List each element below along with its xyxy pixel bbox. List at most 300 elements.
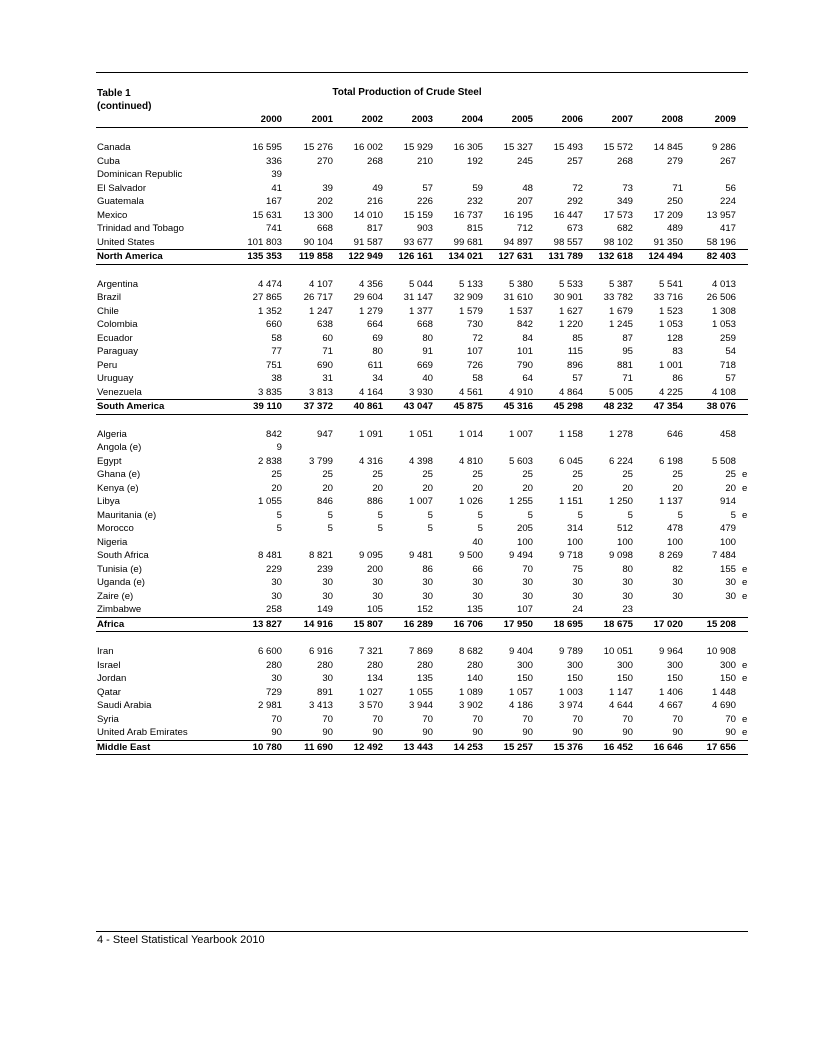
value-cell xyxy=(288,168,339,182)
value-cell: 15 159 xyxy=(403,209,433,221)
total-value: 82 403 xyxy=(689,250,742,265)
value-cell: 718 xyxy=(719,359,736,371)
value-cell: 80 xyxy=(372,346,383,357)
value-cell: 72 xyxy=(572,182,583,194)
country-name: Ecuador xyxy=(97,332,133,344)
header-spacer xyxy=(96,112,236,128)
value-cell: 4 108 xyxy=(711,386,736,398)
value-cell: 9 095 xyxy=(358,550,383,561)
value-cell: 30 xyxy=(522,590,533,602)
section-gap xyxy=(96,414,748,428)
value-cell: 5 541 xyxy=(658,278,683,290)
value-cell: 48 xyxy=(522,182,533,194)
value-cell: 30 xyxy=(725,590,736,602)
value-cell: 30 xyxy=(672,590,683,602)
value-cell: 13 957 xyxy=(706,209,736,221)
year-header: 2008 xyxy=(639,112,689,128)
country-name: South Africa xyxy=(97,550,149,561)
value-cell: 7 869 xyxy=(408,646,433,657)
country-name: Paraguay xyxy=(97,346,139,357)
table-row xyxy=(96,441,748,455)
value-cell: 258 xyxy=(265,604,282,615)
value-cell: 149 xyxy=(316,604,333,615)
country-name: Venezuela xyxy=(97,386,142,398)
country-name: Mauritania (e) xyxy=(97,509,157,521)
value-cell: 5 xyxy=(477,523,483,534)
value-cell: 15 493 xyxy=(553,142,583,153)
value-cell: 71 xyxy=(322,346,333,357)
value-cell: 91 587 xyxy=(353,236,383,248)
value-cell: 4 667 xyxy=(658,700,683,711)
value-cell: 250 xyxy=(666,196,683,207)
year-header: 2009 xyxy=(689,112,742,128)
country-name: Uruguay xyxy=(97,373,134,384)
value-cell: 40 xyxy=(472,536,483,548)
table-row xyxy=(96,222,748,236)
country-name: United States xyxy=(97,236,155,248)
value-cell: 16 737 xyxy=(453,209,483,221)
value-cell: 20 xyxy=(572,482,583,494)
value-cell: 6 198 xyxy=(658,455,683,467)
value-cell xyxy=(489,168,539,182)
year-header: 2000 xyxy=(236,112,288,128)
value-cell: 90 xyxy=(622,727,633,738)
value-cell: 94 897 xyxy=(503,236,533,248)
country-name: Guatemala xyxy=(97,196,144,207)
year-header: 2006 xyxy=(539,112,589,128)
value-cell: 41 xyxy=(271,182,282,194)
estimate-flag xyxy=(742,549,748,563)
value-cell: 815 xyxy=(466,223,483,234)
value-cell: 712 xyxy=(516,223,533,234)
value-cell: 292 xyxy=(566,196,583,207)
value-cell: 150 xyxy=(516,673,533,684)
value-cell: 71 xyxy=(622,373,633,384)
estimate-flag: e xyxy=(742,713,748,725)
estimate-flag xyxy=(742,428,748,442)
value-cell: 279 xyxy=(666,155,683,167)
estimate-flag xyxy=(742,372,748,386)
value-cell: 336 xyxy=(265,155,282,167)
gap-cell xyxy=(96,632,748,646)
value-cell: 107 xyxy=(466,346,483,357)
value-cell: 39 xyxy=(271,169,282,180)
value-cell: 25 xyxy=(271,469,282,480)
value-cell xyxy=(339,536,389,550)
country-name: Zimbabwe xyxy=(97,604,142,615)
value-cell: 5 xyxy=(427,523,433,534)
value-cell: 458 xyxy=(719,428,736,440)
table-row xyxy=(96,468,748,482)
value-cell: 1 406 xyxy=(658,686,683,698)
value-cell: 25 xyxy=(572,469,583,480)
value-cell: 150 xyxy=(719,673,736,684)
value-cell: 58 xyxy=(271,332,282,344)
value-cell: 4 164 xyxy=(358,386,383,398)
value-cell: 70 xyxy=(472,713,483,725)
value-cell: 226 xyxy=(416,196,433,207)
estimate-flag xyxy=(742,318,748,332)
value-cell: 914 xyxy=(719,496,736,507)
value-cell: 27 865 xyxy=(252,292,282,303)
total-value: 17 656 xyxy=(689,740,742,755)
estimate-flag xyxy=(742,603,748,617)
value-cell: 30 xyxy=(322,673,333,684)
table-row xyxy=(96,603,748,617)
estimate-flag xyxy=(742,305,748,319)
table-row xyxy=(96,195,748,209)
value-cell xyxy=(288,441,339,455)
table-row xyxy=(96,372,748,386)
table-row xyxy=(96,549,748,563)
value-cell: 73 xyxy=(622,182,633,194)
value-cell: 105 xyxy=(366,604,383,615)
table-row xyxy=(96,141,748,155)
value-cell: 100 xyxy=(616,536,633,548)
estimate-flag: e xyxy=(742,482,748,494)
value-cell: 3 974 xyxy=(558,700,583,711)
value-cell: 70 xyxy=(672,713,683,725)
value-cell: 9 964 xyxy=(658,646,683,657)
value-cell: 25 xyxy=(672,469,683,480)
value-cell: 6 045 xyxy=(558,455,583,467)
value-cell: 886 xyxy=(366,496,383,507)
value-cell: 30 xyxy=(271,577,282,588)
table-row xyxy=(96,522,748,536)
estimate-flag xyxy=(742,291,748,305)
value-cell: 842 xyxy=(265,428,282,440)
value-cell: 17 573 xyxy=(603,209,633,221)
value-cell: 2 838 xyxy=(257,455,282,467)
value-cell: 9 xyxy=(276,442,282,453)
value-cell: 9 481 xyxy=(408,550,433,561)
value-cell: 1 627 xyxy=(558,305,583,317)
value-cell: 9 718 xyxy=(558,550,583,561)
value-cell: 57 xyxy=(572,373,583,384)
total-value: 39 110 xyxy=(236,400,288,415)
value-cell: 90 xyxy=(472,727,483,738)
value-cell: 31 147 xyxy=(403,292,433,303)
value-cell: 150 xyxy=(666,673,683,684)
value-cell: 9 789 xyxy=(558,646,583,657)
value-cell: 71 xyxy=(672,182,683,194)
value-cell: 1 001 xyxy=(658,359,683,371)
value-cell: 25 xyxy=(472,469,483,480)
value-cell: 38 xyxy=(271,373,282,384)
value-cell: 8 821 xyxy=(308,550,333,561)
value-cell: 15 631 xyxy=(252,209,282,221)
value-cell: 25 xyxy=(725,469,736,480)
value-cell: 80 xyxy=(622,563,633,575)
value-cell: 3 813 xyxy=(308,386,333,398)
value-cell xyxy=(539,441,589,455)
value-cell: 128 xyxy=(666,332,683,344)
value-cell xyxy=(639,168,689,182)
value-cell: 1 053 xyxy=(658,319,683,330)
value-cell xyxy=(389,536,439,550)
value-cell: 280 xyxy=(265,659,282,671)
value-cell: 30 xyxy=(522,577,533,588)
value-cell: 842 xyxy=(516,319,533,330)
value-cell: 891 xyxy=(316,686,333,698)
value-cell: 5 005 xyxy=(608,386,633,398)
value-cell: 1 245 xyxy=(608,319,633,330)
value-cell: 90 xyxy=(322,727,333,738)
value-cell: 58 196 xyxy=(706,236,736,248)
header-flag-spacer xyxy=(742,112,748,128)
estimate-flag xyxy=(742,278,748,292)
value-cell: 5 xyxy=(276,509,282,521)
value-cell: 86 xyxy=(672,373,683,384)
value-cell: 140 xyxy=(466,673,483,684)
total-value: 47 354 xyxy=(639,400,689,415)
value-cell: 30 xyxy=(422,590,433,602)
total-value: 18 695 xyxy=(539,617,589,632)
value-cell: 70 xyxy=(522,713,533,725)
value-cell: 268 xyxy=(366,155,383,167)
value-cell: 20 xyxy=(672,482,683,494)
country-name: Colombia xyxy=(97,319,138,330)
value-cell: 300 xyxy=(666,659,683,671)
value-cell: 98 557 xyxy=(553,236,583,248)
value-cell: 1 055 xyxy=(408,686,433,698)
year-header: 2003 xyxy=(389,112,439,128)
value-cell: 4 316 xyxy=(358,455,383,467)
total-value: 135 353 xyxy=(236,250,288,265)
value-cell: 881 xyxy=(616,359,633,371)
value-cell: 1 158 xyxy=(558,428,583,440)
value-cell: 349 xyxy=(616,196,633,207)
value-cell: 70 xyxy=(372,713,383,725)
total-value: 10 780 xyxy=(236,740,288,755)
value-cell: 730 xyxy=(466,319,483,330)
value-cell: 1 151 xyxy=(558,496,583,507)
value-cell: 1 250 xyxy=(608,496,633,507)
total-value: 18 675 xyxy=(589,617,639,632)
value-cell: 5 xyxy=(427,509,433,521)
value-cell: 9 404 xyxy=(508,646,533,657)
country-name: Tunisia (e) xyxy=(97,563,142,575)
value-cell: 5 133 xyxy=(458,278,483,290)
value-cell: 1 007 xyxy=(508,428,533,440)
value-cell: 7 484 xyxy=(711,550,736,561)
value-cell: 30 901 xyxy=(553,292,583,303)
estimate-flag xyxy=(742,536,748,550)
value-cell: 31 xyxy=(322,373,333,384)
value-cell xyxy=(288,536,339,550)
table-row xyxy=(96,726,748,740)
value-cell: 1 255 xyxy=(508,496,533,507)
estimate-flag: e xyxy=(742,509,748,521)
value-cell: 417 xyxy=(719,223,736,234)
continued-note: (continued) xyxy=(97,101,152,112)
value-cell: 70 xyxy=(322,713,333,725)
value-cell: 20 xyxy=(271,482,282,494)
value-cell: 30 xyxy=(472,590,483,602)
value-cell: 101 xyxy=(516,346,533,357)
value-cell: 30 xyxy=(622,577,633,588)
value-cell: 30 xyxy=(271,673,282,684)
total-value: 16 452 xyxy=(589,740,639,755)
value-cell: 75 xyxy=(572,563,583,575)
total-value: 17 020 xyxy=(639,617,689,632)
value-cell: 5 xyxy=(477,509,483,521)
value-cell: 1 089 xyxy=(458,686,483,698)
value-cell: 202 xyxy=(316,196,333,207)
value-cell: 1 278 xyxy=(608,428,633,440)
value-cell: 5 xyxy=(677,509,683,521)
estimate-flag: e xyxy=(742,727,748,738)
country-name: Nigeria xyxy=(97,536,128,548)
value-cell: 1 051 xyxy=(408,428,433,440)
value-cell: 224 xyxy=(719,196,736,207)
value-cell: 33 716 xyxy=(653,292,683,303)
value-cell xyxy=(236,536,288,550)
value-cell: 58 xyxy=(472,373,483,384)
value-cell: 20 xyxy=(472,482,483,494)
value-cell: 1 679 xyxy=(608,305,633,317)
country-name: Canada xyxy=(97,142,131,153)
value-cell: 4 644 xyxy=(608,700,633,711)
estimate-flag xyxy=(742,699,748,713)
value-cell xyxy=(489,441,539,455)
total-flag-spacer xyxy=(742,740,748,755)
table-row xyxy=(96,209,748,223)
table-row xyxy=(96,713,748,727)
value-cell: 669 xyxy=(416,359,433,371)
value-cell: 5 508 xyxy=(711,455,736,467)
value-cell xyxy=(689,168,742,182)
value-cell: 90 104 xyxy=(303,236,333,248)
value-cell: 25 xyxy=(322,469,333,480)
value-cell: 4 474 xyxy=(257,278,282,290)
total-value: 122 949 xyxy=(339,250,389,265)
total-value: 16 706 xyxy=(439,617,489,632)
estimate-flag: e xyxy=(742,577,748,588)
value-cell: 14 010 xyxy=(353,209,383,221)
value-cell: 3 799 xyxy=(308,455,333,467)
value-cell: 9 286 xyxy=(711,142,736,153)
value-cell: 5 xyxy=(527,509,533,521)
country-name: Libya xyxy=(97,496,120,507)
value-cell: 90 xyxy=(572,727,583,738)
value-cell xyxy=(689,603,742,617)
total-value: 126 161 xyxy=(389,250,439,265)
estimate-flag xyxy=(742,386,748,400)
year-header: 2004 xyxy=(439,112,489,128)
value-cell: 59 xyxy=(472,182,483,194)
value-cell: 33 782 xyxy=(603,292,633,303)
value-cell: 1 220 xyxy=(558,319,583,330)
value-cell: 100 xyxy=(516,536,533,548)
value-cell: 29 604 xyxy=(353,292,383,303)
value-cell: 216 xyxy=(366,196,383,207)
value-cell xyxy=(639,441,689,455)
value-cell: 30 xyxy=(271,590,282,602)
value-cell: 134 xyxy=(366,673,383,684)
page-footer: 4 - Steel Statistical Yearbook 2010 xyxy=(97,934,265,946)
value-cell: 5 044 xyxy=(408,278,433,290)
estimate-flag xyxy=(742,359,748,373)
value-cell: 611 xyxy=(367,359,383,371)
value-cell: 3 570 xyxy=(358,700,383,711)
country-name: Qatar xyxy=(97,686,121,698)
total-value: 15 376 xyxy=(539,740,589,755)
value-cell: 4 225 xyxy=(658,386,683,398)
value-cell: 90 xyxy=(422,727,433,738)
value-cell: 101 803 xyxy=(247,236,282,248)
value-cell: 668 xyxy=(416,319,433,330)
table-row xyxy=(96,576,748,590)
value-cell: 30 xyxy=(572,590,583,602)
value-cell: 5 387 xyxy=(608,278,633,290)
value-cell: 817 xyxy=(366,223,383,234)
value-cell: 100 xyxy=(719,536,736,548)
value-cell: 25 xyxy=(422,469,433,480)
value-cell: 1 053 xyxy=(711,319,736,330)
value-cell: 280 xyxy=(316,659,333,671)
value-cell: 20 xyxy=(725,482,736,494)
value-cell: 300 xyxy=(719,659,736,671)
value-cell: 150 xyxy=(616,673,633,684)
total-value: 14 253 xyxy=(439,740,489,755)
country-name: Mexico xyxy=(97,209,128,221)
country-name: Algeria xyxy=(97,428,127,440)
value-cell: 34 xyxy=(372,373,383,384)
value-cell: 3 902 xyxy=(458,700,483,711)
value-cell: 30 xyxy=(725,577,736,588)
estimate-flag: e xyxy=(742,563,748,575)
value-cell: 1 352 xyxy=(257,305,282,317)
value-cell: 846 xyxy=(316,496,333,507)
value-cell: 30 xyxy=(572,577,583,588)
value-cell: 31 610 xyxy=(503,292,533,303)
country-name: Uganda (e) xyxy=(97,577,145,588)
value-cell: 56 xyxy=(725,182,736,194)
year-header: 2002 xyxy=(339,112,389,128)
value-cell: 1 057 xyxy=(508,686,533,698)
value-cell: 72 xyxy=(472,332,483,344)
value-cell: 70 xyxy=(422,713,433,725)
value-cell: 16 195 xyxy=(503,209,533,221)
value-cell: 210 xyxy=(416,155,433,167)
value-cell: 25 xyxy=(372,469,383,480)
total-value: 16 289 xyxy=(389,617,439,632)
value-cell: 646 xyxy=(666,428,683,440)
total-value: 43 047 xyxy=(389,400,439,415)
country-name: Kenya (e) xyxy=(97,482,139,494)
value-cell: 69 xyxy=(372,332,383,344)
value-cell: 1 055 xyxy=(257,496,282,507)
value-cell xyxy=(639,603,689,617)
estimate-flag xyxy=(742,441,748,455)
value-cell: 84 xyxy=(522,332,533,344)
value-cell: 49 xyxy=(372,182,383,194)
total-flag-spacer xyxy=(742,400,748,415)
value-cell: 30 xyxy=(322,590,333,602)
value-cell: 95 xyxy=(622,346,633,357)
value-cell: 6 916 xyxy=(308,646,333,657)
estimate-flag xyxy=(742,686,748,700)
value-cell: 60 xyxy=(322,332,333,344)
value-cell: 80 xyxy=(422,332,433,344)
estimate-flag xyxy=(742,495,748,509)
value-cell: 77 xyxy=(271,346,282,357)
value-cell: 155 xyxy=(719,563,736,575)
total-flag-spacer xyxy=(742,250,748,265)
value-cell: 5 xyxy=(377,509,383,521)
value-cell: 30 xyxy=(472,577,483,588)
